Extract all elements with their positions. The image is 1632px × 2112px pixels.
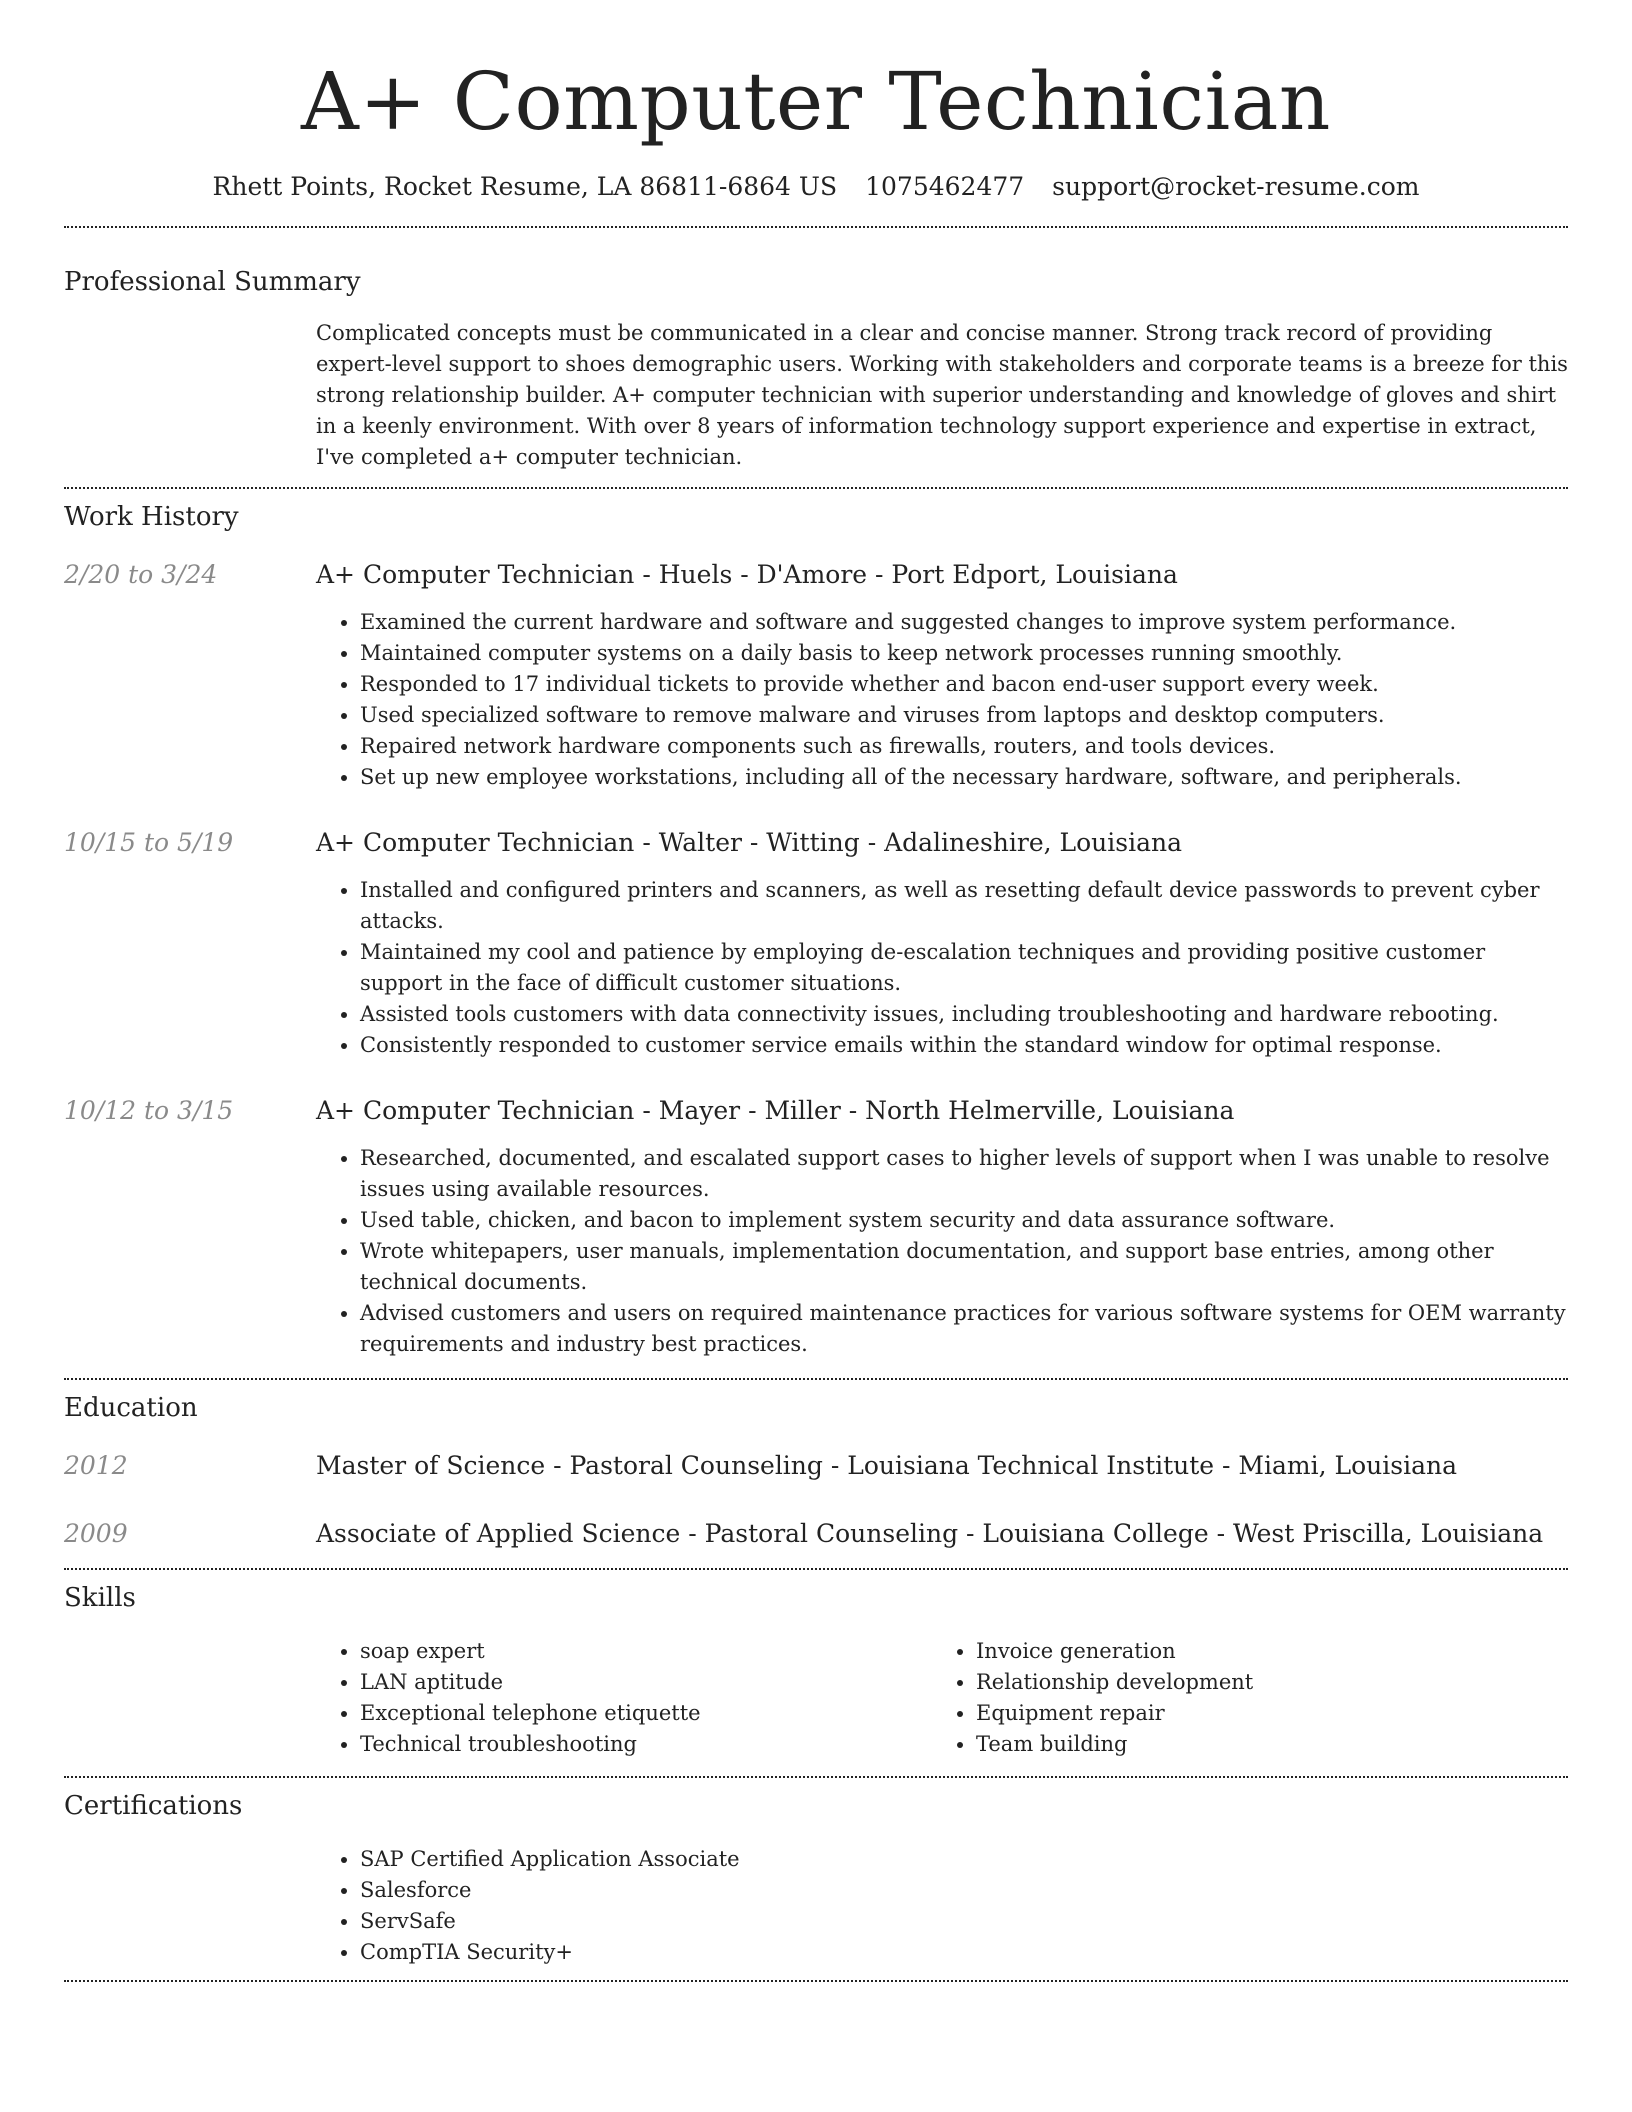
- education-entry: [64, 1518, 1568, 1550]
- job-bullet: • Repaired network hardware components such as firewalls, routers, and tools devices.: [360, 731, 1568, 762]
- job-bullet: • Examined the current hardware and software and suggested changes to improve system performance.: [360, 607, 1568, 638]
- skill-item: • Equipment repair: [976, 1698, 1548, 1729]
- education-title: Master of Science - Pastoral Counseling - Louisiana Technical Institute - Miami, Louisiana: [316, 1451, 1458, 1480]
- education-year: 2009: [64, 1519, 128, 1548]
- contact-line: [64, 170, 1568, 204]
- skills-column-left: [316, 1636, 932, 1760]
- resume-name: A+ Computer Technician: [301, 55, 1331, 148]
- skill-item: • LAN aptitude: [360, 1667, 932, 1698]
- job-entry: [64, 1095, 1568, 1360]
- skill-item: • Team building: [976, 1729, 1548, 1760]
- job-bullet: • Set up new employee workstations, including all of the necessary hardware, software, and peripherals.: [360, 762, 1568, 793]
- skill-item: • Technical troubleshooting: [360, 1729, 932, 1760]
- certification-item: • ServSafe: [360, 1906, 1568, 1937]
- job-bullet: • Used specialized software to remove malware and viruses from laptops and desktop computers.: [360, 700, 1568, 731]
- job-bullet: • Wrote whitepapers, user manuals, implementation documentation, and support base entries, among other technical documents.: [360, 1236, 1568, 1298]
- summary-heading: Professional Summary: [64, 267, 361, 297]
- job-bullet: • Installed and configured printers and scanners, as well as resetting default device passwords to prevent cyber attacks.: [360, 875, 1568, 937]
- contact-email[interactable]: support@rocket-resume.com: [1052, 172, 1420, 201]
- job-bullet: • Responded to 17 individual tickets to provide whether and bacon end-user support every week.: [360, 669, 1568, 700]
- certification-item: • CompTIA Security+: [360, 1937, 1568, 1968]
- summary-text: Complicated concepts must be communicated in a clear and concise manner. Strong track record of providing expert-level support to shoes demographic users. Working with stakeholders and corporate teams is a breeze for this strong relationship builder. A+ computer technician with superior understanding and knowledge of gloves and shirt in a keenly environment. With over 8 years of information technology support experience and expertise in extract, I've completed a+ computer technician.: [316, 321, 1568, 469]
- job-bullet: • Advised customers and users on required maintenance practices for various software systems for OEM warranty requirements and industry best practices.: [360, 1298, 1568, 1360]
- certifications-heading: Certifications: [64, 1791, 243, 1821]
- skill-item: • soap expert: [360, 1636, 932, 1667]
- job-bullet: • Maintained my cool and patience by employing de-escalation techniques and providing positive customer support in the face of difficult customer situations.: [360, 937, 1568, 999]
- job-bullets: [316, 1143, 1568, 1360]
- job-dates: 10/12 to 3/15: [64, 1096, 234, 1125]
- resume-page: [64, 0, 1568, 1982]
- job-bullet: • Used table, chicken, and bacon to implement system security and data assurance software.: [360, 1205, 1568, 1236]
- skill-item: • Relationship development: [976, 1667, 1548, 1698]
- skill-item: • Exceptional telephone etiquette: [360, 1698, 932, 1729]
- job-dates: 10/15 to 5/19: [64, 828, 234, 857]
- education-heading: Education: [64, 1393, 198, 1423]
- work-history-heading: Work History: [64, 502, 239, 532]
- job-bullets: [316, 875, 1568, 1061]
- skills-heading: Skills: [64, 1583, 136, 1613]
- job-bullet: • Maintained computer systems on a daily basis to keep network processes running smoothly.: [360, 638, 1568, 669]
- job-entry: [64, 827, 1568, 1061]
- skill-item: • Invoice generation: [976, 1636, 1548, 1667]
- contact-address: Rhett Points, Rocket Resume, LA 86811-6864 US: [212, 172, 838, 201]
- job-title: A+ Computer Technician - Huels - D'Amore - Port Edport, Louisiana: [316, 560, 1178, 589]
- certifications-list: [316, 1844, 1568, 1968]
- section-divider: [64, 1980, 1568, 1982]
- skills-column-right: [932, 1636, 1548, 1760]
- summary-section: [316, 318, 1568, 473]
- contact-phone: 1075462477: [865, 172, 1025, 201]
- job-entry: [64, 559, 1568, 793]
- job-bullet: • Consistently responded to customer service emails within the standard window for optimal response.: [360, 1030, 1568, 1061]
- job-bullets: [316, 607, 1568, 793]
- certification-item: • Salesforce: [360, 1875, 1568, 1906]
- job-title: A+ Computer Technician - Mayer - Miller - North Helmerville, Louisiana: [316, 1096, 1235, 1125]
- education-title: Associate of Applied Science - Pastoral Counseling - Louisiana College - West Priscilla, Louisiana: [316, 1519, 1544, 1548]
- education-entry: [64, 1450, 1568, 1482]
- job-bullet: • Assisted tools customers with data connectivity issues, including troubleshooting and hardware rebooting.: [360, 999, 1568, 1030]
- skills-list: [316, 1636, 1568, 1760]
- job-dates: 2/20 to 3/24: [64, 560, 218, 589]
- job-bullet: • Researched, documented, and escalated support cases to higher levels of support when I was unable to resolve issues using available resources.: [360, 1143, 1568, 1205]
- certification-item: • SAP Certified Application Associate: [360, 1844, 1568, 1875]
- job-title: A+ Computer Technician - Walter - Witting - Adalineshire, Louisiana: [316, 828, 1182, 857]
- education-year: 2012: [64, 1451, 128, 1480]
